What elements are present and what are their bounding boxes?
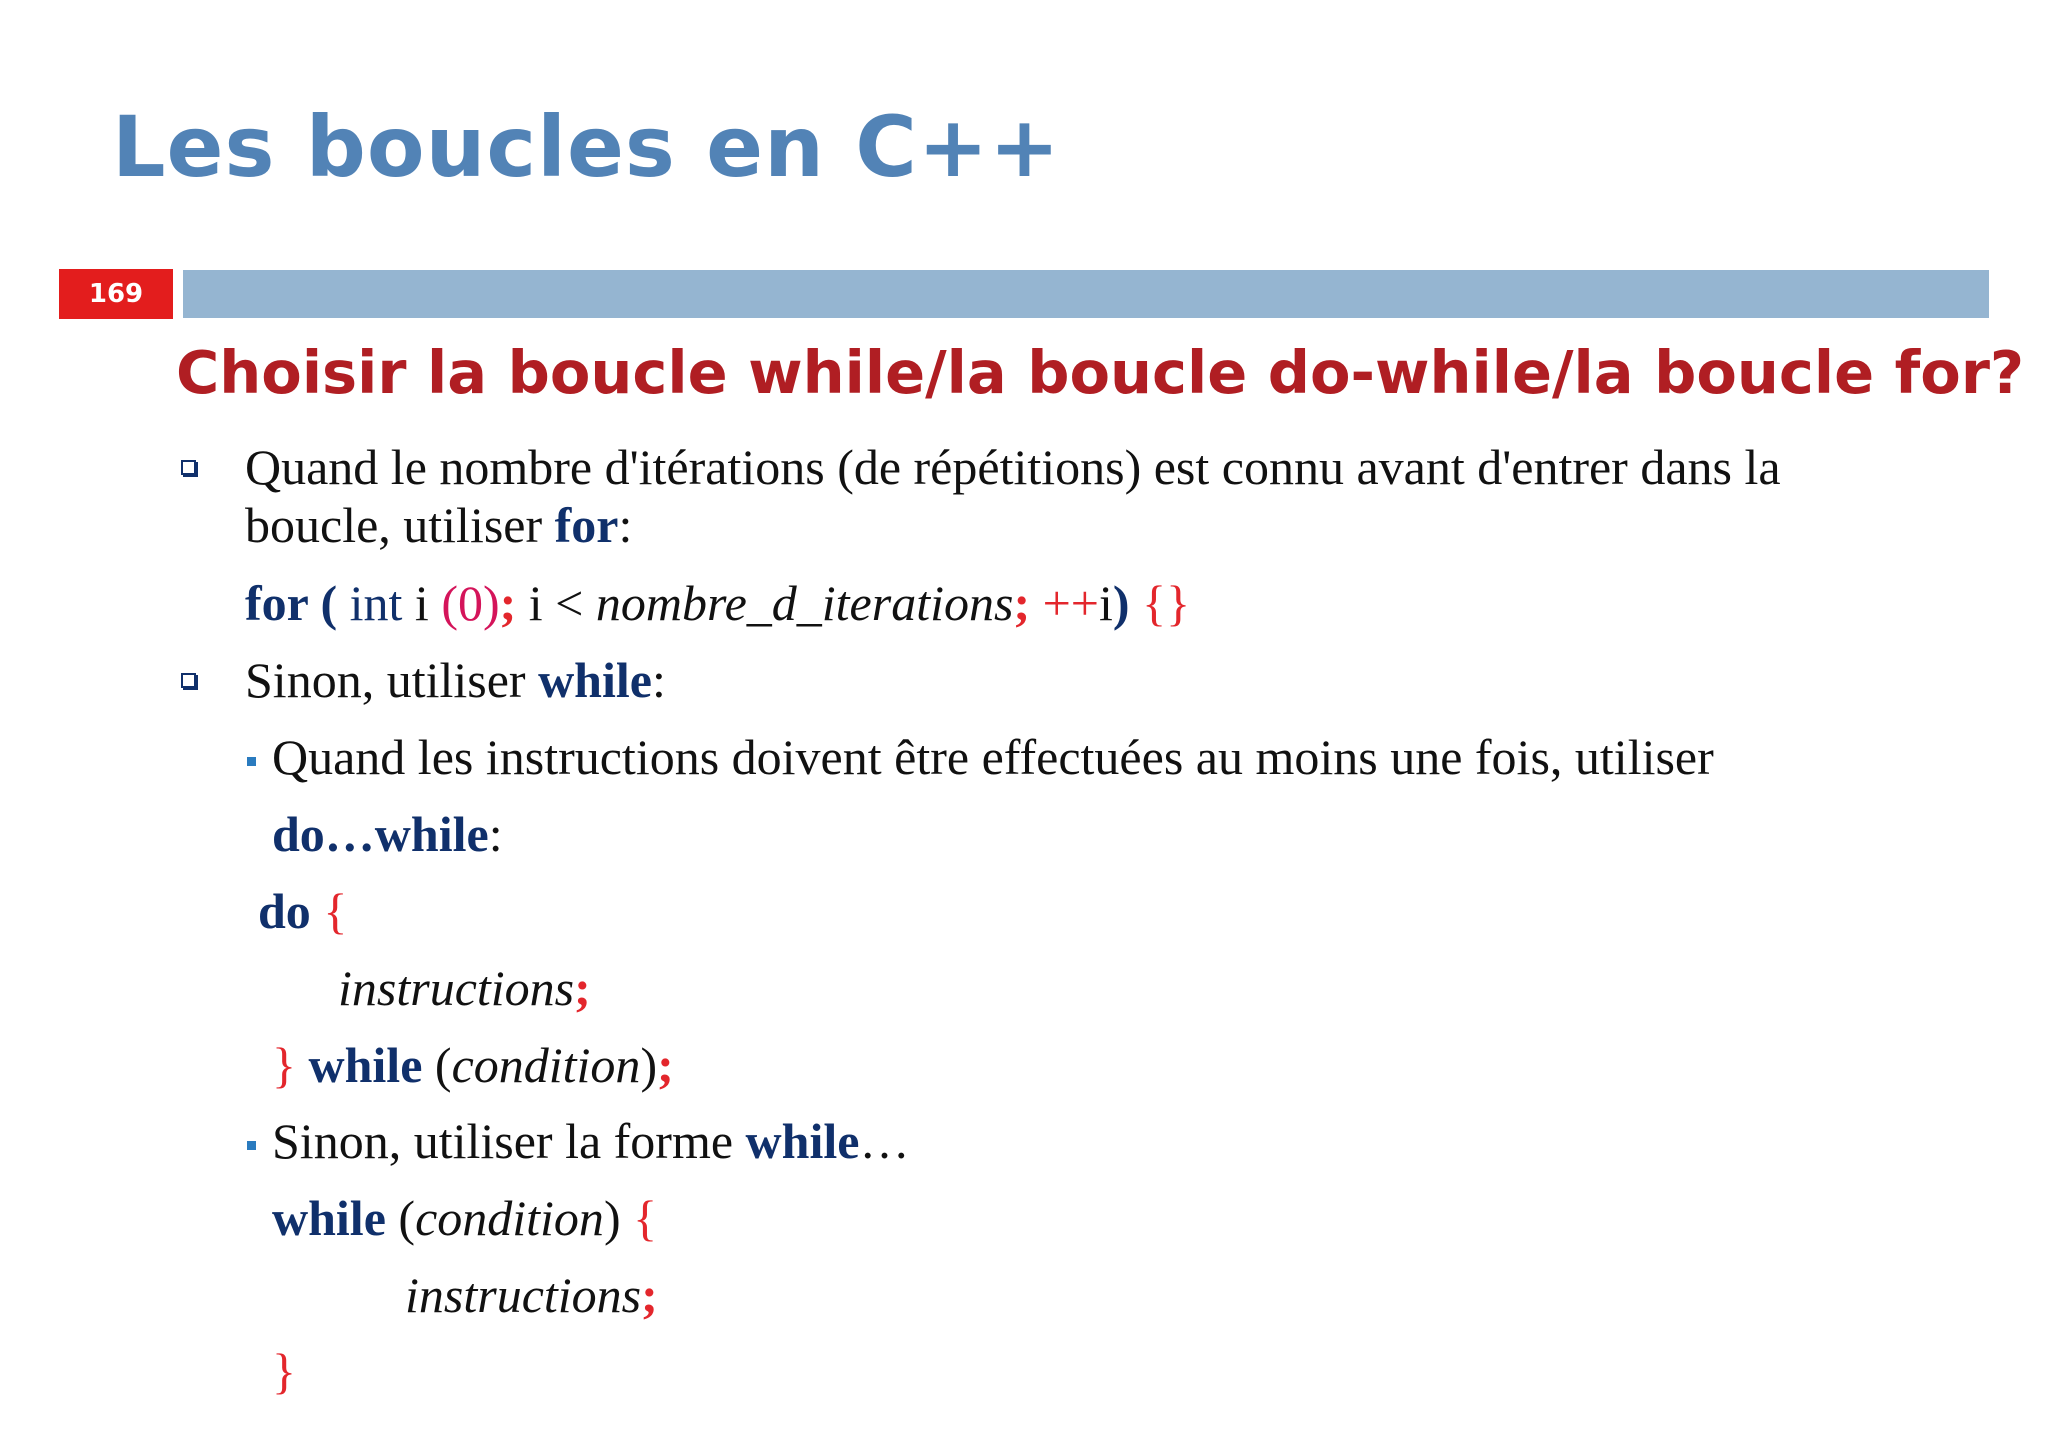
- bullet-1-text-2: boucle, utiliser: [245, 497, 555, 553]
- code-semicolon: ;: [1013, 575, 1031, 631]
- while-code-line-3: [272, 1343, 296, 1399]
- code-paren: ): [1112, 575, 1130, 631]
- code-paren: (: [422, 1037, 452, 1093]
- slide-subtitle: Choisir la boucle while/la boucle do-while/la boucle for?: [176, 338, 2025, 407]
- bullet-2-line: [245, 652, 666, 708]
- code-number: 0: [457, 575, 483, 631]
- keyword-while: while: [745, 1113, 860, 1169]
- sub-bullet-1-text: Quand les instructions doivent être effectuées au moins une fois, utiliser: [272, 729, 1714, 785]
- code-var: i: [402, 575, 442, 631]
- code-paren: (: [441, 575, 458, 631]
- code-instructions: instructions: [338, 960, 575, 1016]
- code-paren: (: [385, 1190, 416, 1246]
- code-kw-while: while: [272, 1190, 386, 1246]
- code-semicolon: ;: [574, 960, 591, 1016]
- code-semicolon: ;: [657, 1037, 674, 1093]
- code-instructions: instructions: [405, 1267, 642, 1323]
- sub-bullet-2-line: [272, 1113, 910, 1169]
- code-brace: }: [272, 1343, 296, 1399]
- code-brace: }: [272, 1037, 296, 1093]
- code-increment: ++: [1030, 575, 1100, 631]
- colon: :: [651, 652, 666, 708]
- slide-title: Les boucles en C++: [112, 98, 1061, 196]
- while-code-line-2: [405, 1267, 658, 1323]
- ellipsis: …: [859, 1113, 910, 1169]
- code-paren: ): [482, 575, 500, 631]
- do-code-line-2: [338, 960, 591, 1016]
- for-code-line: [245, 575, 1191, 631]
- square-bullet-icon: [181, 460, 196, 475]
- code-iterations: nombre_d_iterations: [595, 575, 1014, 631]
- code-var: i: [1099, 575, 1113, 631]
- code-paren: (: [307, 575, 350, 631]
- code-condition: i <: [516, 575, 596, 631]
- sub-bullet-2-text: Sinon, utiliser la forme: [272, 1113, 746, 1169]
- page-number-badge: 169: [59, 269, 173, 319]
- while-code-line-1: [272, 1190, 658, 1246]
- keyword-while: while: [538, 652, 652, 708]
- keyword-do-while: do…while: [272, 806, 489, 862]
- colon: :: [488, 806, 503, 862]
- code-semicolon: ;: [641, 1267, 658, 1323]
- code-paren: ): [603, 1190, 634, 1246]
- do-code-line-1: [258, 883, 348, 939]
- code-brace: {: [323, 883, 348, 939]
- sub-bullet-icon: [247, 1141, 256, 1150]
- sub-bullet-1-line-1: [272, 729, 1714, 785]
- keyword-for: for: [554, 497, 619, 553]
- bullet-2-text: Sinon, utiliser: [245, 652, 539, 708]
- square-bullet-icon: [181, 673, 196, 688]
- code-kw-int: int: [349, 575, 403, 631]
- code-semicolon: ;: [499, 575, 517, 631]
- bullet-1-line-1: [245, 439, 1781, 495]
- bullet-1-text: Quand le nombre d'itérations (de répétitions) est connu avant d'entrer dans la: [245, 439, 1781, 495]
- code-kw-for: for: [245, 575, 308, 631]
- sub-bullet-icon: [247, 757, 256, 766]
- bullet-1-line-2: [245, 497, 633, 553]
- code-braces: {}: [1129, 575, 1191, 631]
- code-condition: condition: [415, 1190, 604, 1246]
- code-kw-do: do: [258, 883, 311, 939]
- code-condition: condition: [451, 1037, 641, 1093]
- code-kw-while: while: [308, 1037, 423, 1093]
- header-bar: [183, 270, 1989, 318]
- sub-bullet-1-line-2: [272, 806, 503, 862]
- code-brace: {: [633, 1190, 658, 1246]
- do-code-line-3: [272, 1037, 674, 1093]
- colon: :: [618, 497, 633, 553]
- code-paren: ): [640, 1037, 658, 1093]
